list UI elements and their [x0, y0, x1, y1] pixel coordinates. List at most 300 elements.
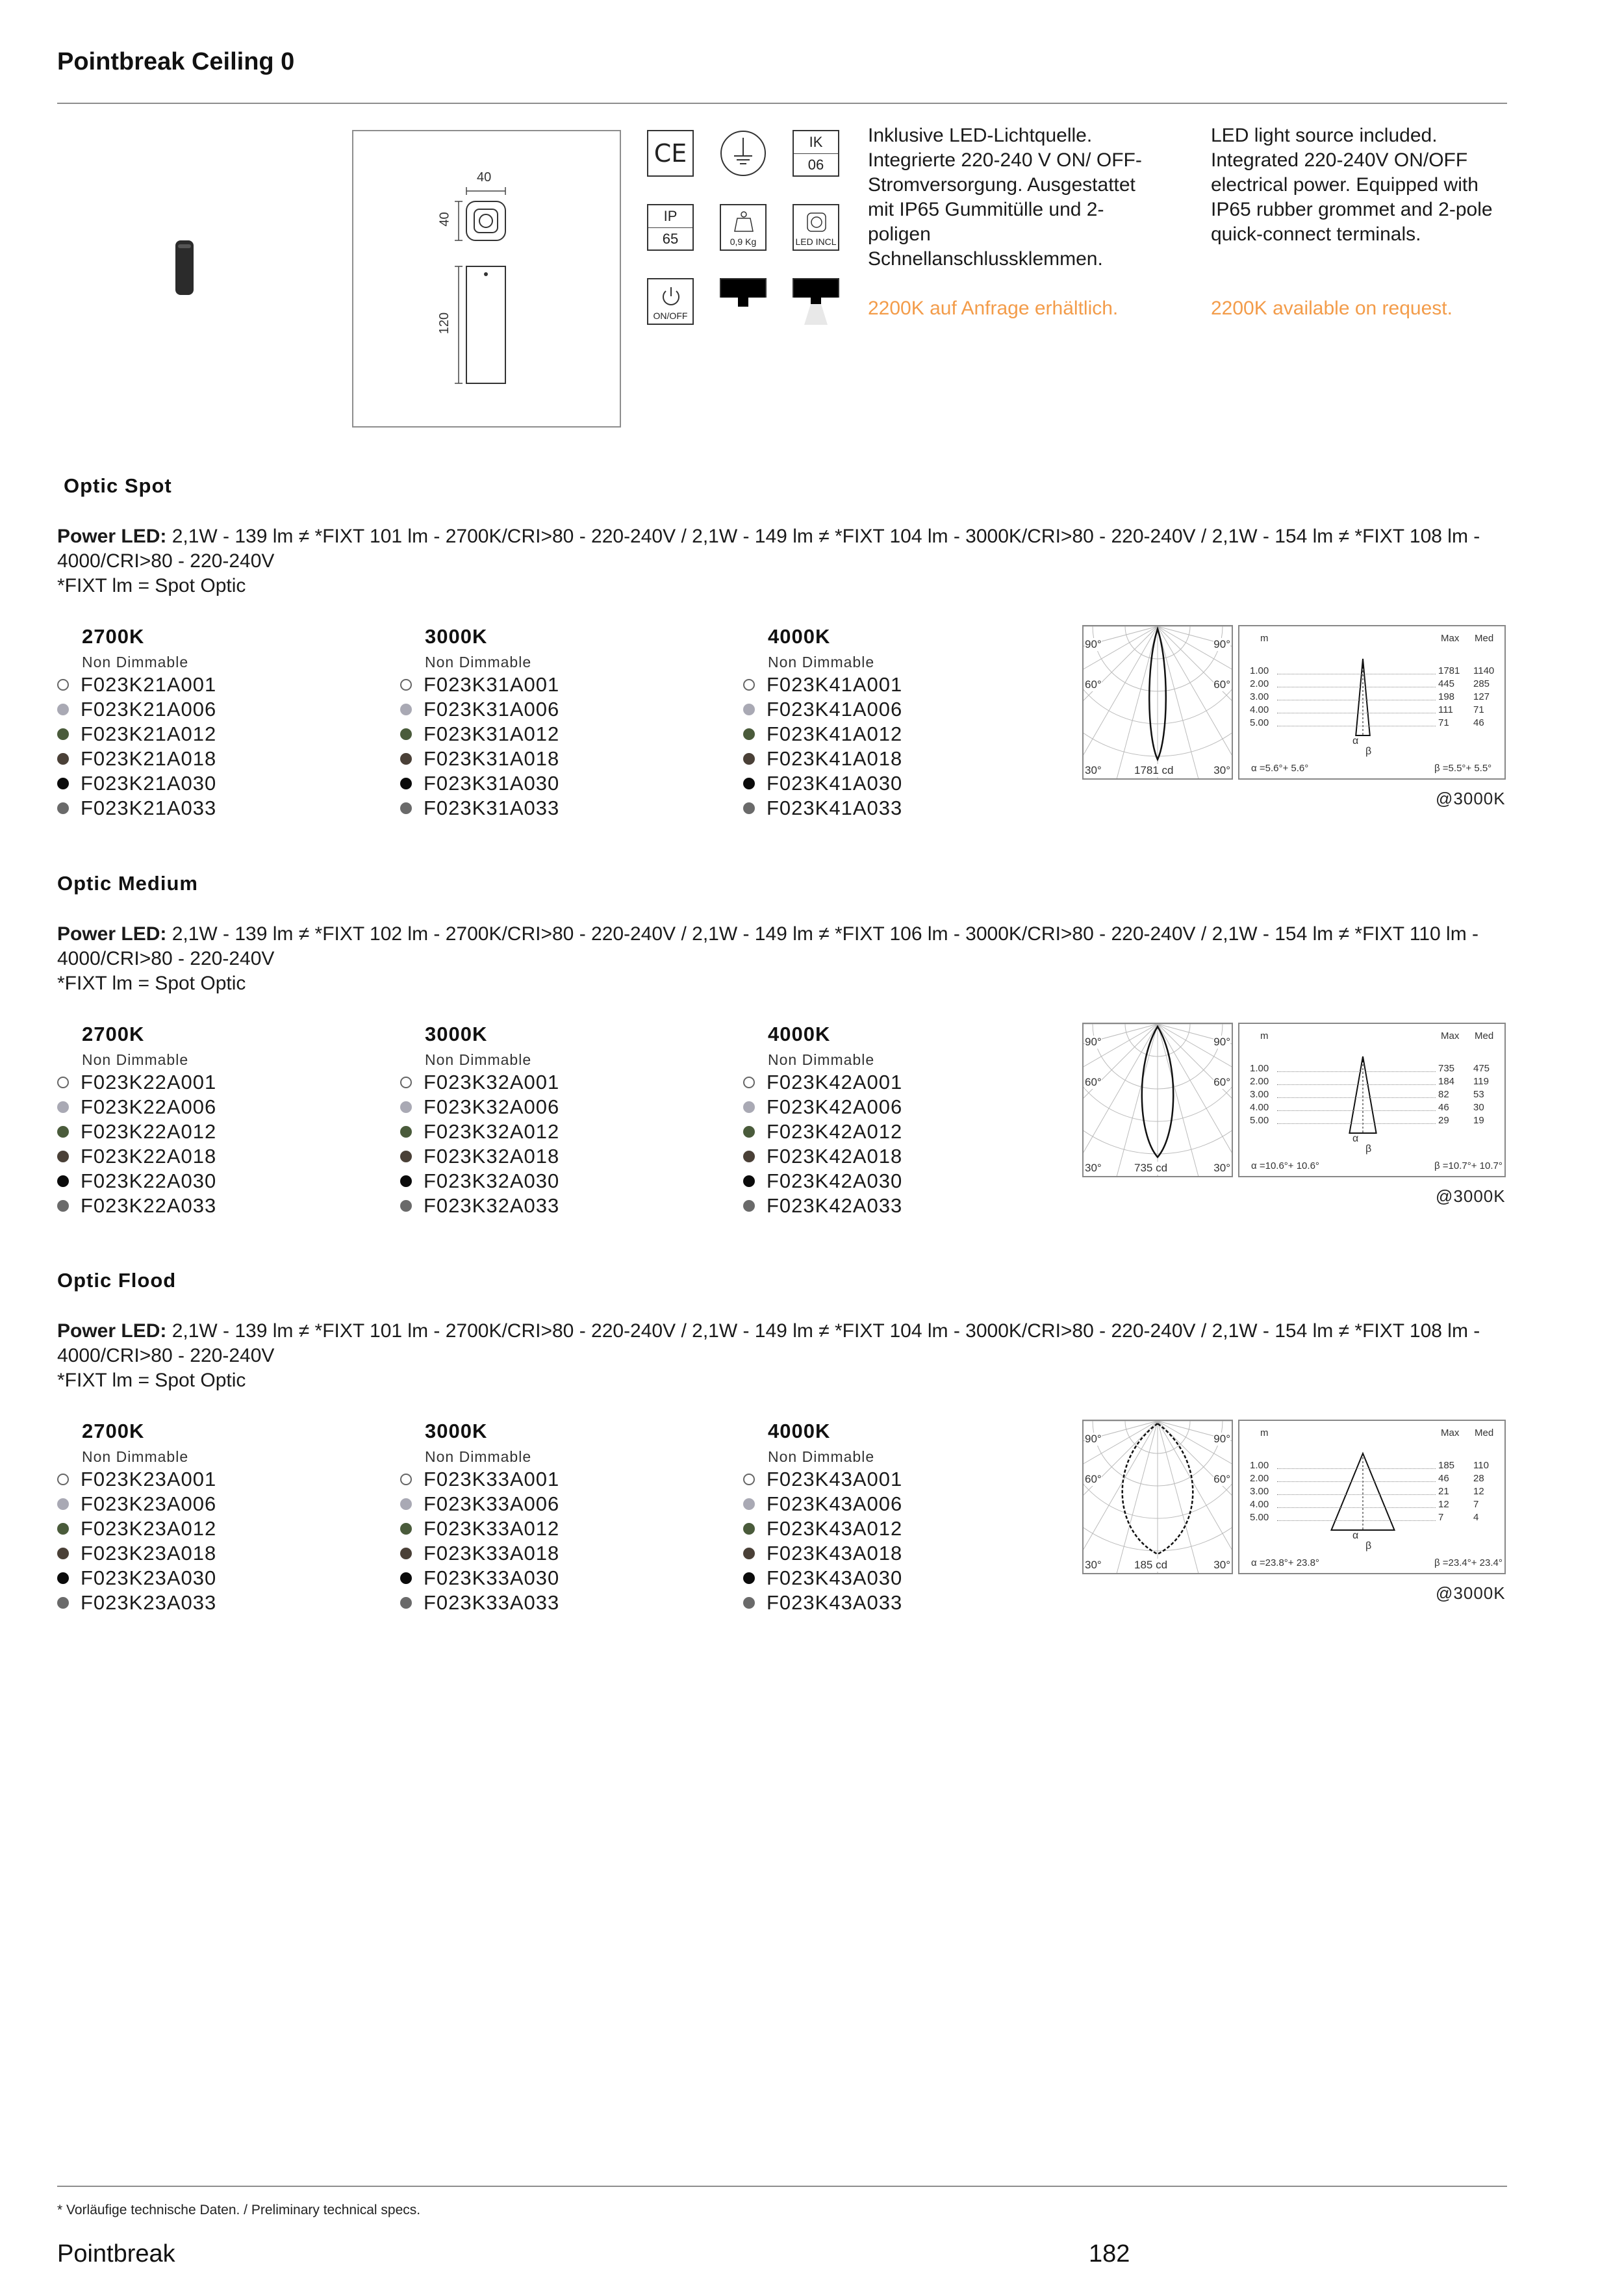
product-code: F023K33A012 — [424, 1517, 560, 1540]
angle-label: 30° — [1085, 1559, 1102, 1571]
product-code-row — [400, 722, 559, 746]
finish-swatch-icon — [400, 1200, 412, 1212]
finish-swatch-icon — [57, 778, 69, 789]
finish-swatch-icon — [400, 1151, 412, 1162]
product-code-row — [743, 1517, 902, 1540]
product-code: F023K32A006 — [424, 1095, 560, 1118]
product-code-row — [400, 1542, 559, 1565]
footer-divider — [57, 2186, 1507, 2187]
product-code-row — [400, 1517, 559, 1540]
page-number: 182 — [1089, 2240, 1130, 2268]
angle-label: 90° — [1213, 638, 1230, 650]
product-code: F023K42A012 — [767, 1120, 903, 1143]
finish-swatch-icon — [743, 1572, 755, 1584]
section-title: Optic Flood — [57, 1269, 177, 1292]
cone-distance: 1.00 — [1250, 1063, 1269, 1074]
finish-swatch-icon — [743, 1523, 755, 1535]
finish-swatch-icon — [743, 1175, 755, 1187]
column-heading: 4000K — [768, 1420, 831, 1442]
product-code-row — [400, 1566, 559, 1590]
cone-max-value: 185 — [1438, 1460, 1455, 1471]
power-onoff-icon: ON/OFF — [647, 278, 694, 325]
cone-med-value: 475 — [1473, 1063, 1490, 1074]
finish-swatch-icon — [57, 728, 69, 740]
cone-max-value: 184 — [1438, 1076, 1455, 1087]
cone-med-value: 285 — [1473, 678, 1490, 689]
product-code-row — [743, 1566, 902, 1590]
illuminance-cone-diagram — [1238, 1420, 1506, 1574]
technical-drawing — [352, 130, 621, 428]
product-code-row — [743, 1542, 902, 1565]
product-code-row — [57, 1120, 216, 1143]
cone-beta-text: β =23.4°+ 23.4° — [1434, 1557, 1503, 1568]
ce-mark-icon: CE — [647, 130, 694, 177]
product-code-row — [57, 1542, 216, 1565]
cone-max-value: 445 — [1438, 678, 1455, 689]
cone-beta-symbol: β — [1365, 1540, 1372, 1552]
header-divider — [57, 103, 1507, 104]
finish-swatch-icon — [57, 753, 69, 765]
cone-leader-line — [1277, 1110, 1436, 1111]
cone-max-value: 71 — [1438, 717, 1449, 728]
power-led-text: 2,1W - 139 lm ≠ *FIXT 101 lm - 2700K/CRI>80 - 220-240V / 2,1W - 149 lm ≠ *FIXT 104 lm - 3000K/CRI>80 - 220-240V / 2,1W - 154 lm ≠ *FIXT 108 lm - 4000/CRI>80 - 220-240V — [57, 526, 1480, 572]
polar-grid-ray — [1158, 626, 1201, 778]
product-code: F023K23A030 — [81, 1566, 217, 1589]
product-code: F023K33A033 — [424, 1591, 560, 1614]
product-code: F023K31A012 — [424, 722, 560, 745]
column-heading: 2700K — [82, 625, 145, 648]
cone-m-label: m — [1260, 633, 1269, 644]
product-code-row — [743, 1194, 902, 1218]
cone-med-value: 46 — [1473, 717, 1484, 728]
product-code-row — [743, 1468, 902, 1491]
cone-med-value: 19 — [1473, 1115, 1484, 1126]
column-subheading: Non Dimmable — [425, 1051, 532, 1068]
finish-swatch-icon — [400, 1572, 412, 1584]
angle-label: 60° — [1085, 1076, 1102, 1088]
product-code: F023K32A018 — [424, 1145, 560, 1168]
product-code-row — [57, 1095, 216, 1119]
angle-label: 30° — [1213, 1162, 1230, 1174]
product-code: F023K33A006 — [424, 1492, 560, 1515]
cone-leader-line — [1277, 1468, 1436, 1469]
column-subheading: Non Dimmable — [425, 1448, 532, 1465]
finish-swatch-icon — [743, 704, 755, 715]
finish-swatch-icon — [57, 1474, 69, 1485]
angle-label: 90° — [1085, 638, 1102, 650]
product-code: F023K43A006 — [767, 1492, 903, 1515]
finish-swatch-icon — [743, 778, 755, 789]
product-code: F023K31A006 — [424, 698, 560, 721]
cone-leader-line — [1277, 1481, 1436, 1482]
finish-swatch-icon — [743, 1548, 755, 1559]
section-title: Optic Spot — [64, 474, 172, 497]
product-code: F023K33A030 — [424, 1566, 560, 1589]
product-code-row — [743, 747, 902, 771]
footer-note: * Vorläufige technische Daten. / Preliminary technical specs. — [57, 2203, 421, 2217]
product-code: F023K33A001 — [424, 1468, 560, 1490]
polar-candela-diagram — [1082, 1023, 1233, 1177]
cone-med-label: Med — [1475, 1030, 1494, 1041]
product-code: F023K22A001 — [81, 1071, 217, 1093]
weight-icon: 0,9 Kg — [720, 204, 767, 251]
cone-med-value: 53 — [1473, 1089, 1484, 1100]
led-included-icon: LED INCL — [793, 204, 839, 251]
ik-rating-icon: IK 06 — [793, 130, 839, 177]
product-code-row — [743, 673, 902, 696]
product-code-row — [743, 1095, 902, 1119]
finish-swatch-icon — [400, 728, 412, 740]
finish-swatch-icon — [743, 1597, 755, 1609]
product-code-row — [57, 673, 216, 696]
product-code: F023K41A030 — [767, 772, 903, 795]
finish-swatch-icon — [400, 679, 412, 691]
finish-swatch-icon — [743, 728, 755, 740]
cone-m-label: m — [1260, 1427, 1269, 1438]
polar-grid-ray — [1114, 626, 1158, 778]
column-subheading: Non Dimmable — [768, 654, 875, 671]
finish-swatch-icon — [400, 1523, 412, 1535]
measurement-reference: @3000K — [1436, 1583, 1506, 1603]
product-code: F023K32A001 — [424, 1071, 560, 1093]
product-code-row — [57, 1591, 216, 1615]
power-led-text: 2,1W - 139 lm ≠ *FIXT 101 lm - 2700K/CRI>80 - 220-240V / 2,1W - 149 lm ≠ *FIXT 104 lm - 3000K/CRI>80 - 220-240V / 2,1W - 154 lm ≠ *FIXT 108 lm - 4000/CRI>80 - 220-240V — [57, 1320, 1480, 1366]
cone-leader-line — [1277, 1071, 1436, 1072]
product-code: F023K22A018 — [81, 1145, 217, 1168]
product-code: F023K22A006 — [81, 1095, 217, 1118]
power-led-spec — [57, 1319, 1525, 1393]
product-code: F023K31A030 — [424, 772, 560, 795]
product-code: F023K22A030 — [81, 1169, 217, 1192]
angle-label: 90° — [1213, 1433, 1230, 1445]
product-code-row — [743, 1145, 902, 1168]
cone-med-value: 4 — [1473, 1512, 1479, 1523]
column-subheading: Non Dimmable — [768, 1051, 875, 1068]
angle-label: 90° — [1085, 1036, 1102, 1048]
column-heading: 2700K — [82, 1023, 145, 1045]
dim-depth: 40 — [437, 212, 452, 227]
finish-swatch-icon — [57, 1151, 69, 1162]
measurement-reference: @3000K — [1436, 789, 1506, 808]
product-code-row — [400, 698, 559, 721]
column-subheading: Non Dimmable — [768, 1448, 875, 1465]
cone-med-value: 1140 — [1473, 665, 1495, 676]
finish-swatch-icon — [743, 802, 755, 814]
product-code: F023K43A012 — [767, 1517, 903, 1540]
column-heading: 3000K — [425, 1023, 488, 1045]
column-heading: 2700K — [82, 1420, 145, 1442]
power-led-note: *FIXT lm = Spot Optic — [57, 575, 246, 596]
description-de-note: 2200K auf Anfrage erhältlich. — [868, 298, 1119, 319]
dim-width: 40 — [477, 170, 492, 185]
product-code-row — [57, 1566, 216, 1590]
cone-max-value: 7 — [1438, 1512, 1444, 1523]
finish-swatch-icon — [743, 1077, 755, 1088]
cone-leader-line — [1277, 1494, 1436, 1495]
power-led-label: Power LED: — [57, 526, 167, 547]
description-en-note: 2200K available on request. — [1211, 298, 1453, 319]
product-code: F023K23A012 — [81, 1517, 217, 1540]
finish-swatch-icon — [743, 1498, 755, 1510]
product-code-row — [743, 1071, 902, 1094]
product-code-row — [743, 1169, 902, 1193]
cone-max-label: Max — [1441, 1030, 1460, 1041]
finish-swatch-icon — [743, 1101, 755, 1113]
angle-label: 90° — [1085, 1433, 1102, 1445]
cone-max-label: Max — [1441, 1427, 1460, 1438]
finish-swatch-icon — [57, 1077, 69, 1088]
cone-distance: 2.00 — [1250, 678, 1269, 689]
product-code: F023K32A012 — [424, 1120, 560, 1143]
illuminance-cone-diagram — [1238, 1023, 1506, 1177]
finish-swatch-icon — [743, 1126, 755, 1138]
finish-swatch-icon — [400, 1498, 412, 1510]
footer-brand: Pointbreak — [57, 2240, 175, 2268]
product-code-row — [57, 747, 216, 771]
cone-leader-line — [1277, 1084, 1436, 1085]
finish-swatch-icon — [743, 1151, 755, 1162]
cone-alpha-text: α =5.6°+ 5.6° — [1251, 763, 1309, 774]
column-heading: 3000K — [425, 1420, 488, 1442]
light-cone — [1356, 659, 1370, 735]
product-code: F023K21A033 — [81, 797, 217, 819]
finish-swatch-icon — [400, 1474, 412, 1485]
angle-label: 60° — [1213, 678, 1230, 691]
cone-med-value: 28 — [1473, 1473, 1484, 1484]
column-subheading: Non Dimmable — [82, 654, 189, 671]
candela-label: 735 cd — [1134, 1162, 1168, 1174]
angle-label: 30° — [1213, 1559, 1230, 1571]
cone-med-value: 127 — [1473, 691, 1490, 702]
ceiling-mount-icon — [720, 278, 767, 325]
product-code: F023K21A006 — [81, 698, 217, 721]
cone-distance: 1.00 — [1250, 1460, 1269, 1471]
product-code-row — [400, 797, 559, 820]
finish-swatch-icon — [400, 778, 412, 789]
product-code-row — [743, 797, 902, 820]
finish-swatch-icon — [400, 1597, 412, 1609]
cone-distance: 4.00 — [1250, 1102, 1269, 1113]
finish-swatch-icon — [57, 1126, 69, 1138]
cone-distance: 4.00 — [1250, 704, 1269, 715]
product-code: F023K43A030 — [767, 1566, 903, 1589]
column-subheading: Non Dimmable — [82, 1051, 189, 1068]
product-code: F023K32A030 — [424, 1169, 560, 1192]
cone-distance: 2.00 — [1250, 1076, 1269, 1087]
column-heading: 4000K — [768, 625, 831, 648]
light-beam-icon — [793, 278, 839, 325]
angle-label: 30° — [1085, 1162, 1102, 1174]
product-code-row — [743, 1591, 902, 1615]
product-code: F023K41A018 — [767, 747, 903, 770]
finish-swatch-icon — [400, 1077, 412, 1088]
cone-alpha-symbol: α — [1352, 735, 1359, 747]
angle-label: 30° — [1085, 764, 1102, 776]
product-code: F023K43A001 — [767, 1468, 903, 1490]
finish-swatch-icon — [57, 1498, 69, 1510]
angle-label: 90° — [1213, 1036, 1230, 1048]
product-code: F023K31A018 — [424, 747, 560, 770]
cone-max-value: 46 — [1438, 1473, 1449, 1484]
product-code: F023K23A001 — [81, 1468, 217, 1490]
cone-max-value: 198 — [1438, 691, 1455, 702]
finish-swatch-icon — [400, 1175, 412, 1187]
product-code-row — [57, 1517, 216, 1540]
product-code: F023K43A033 — [767, 1591, 903, 1614]
product-code-row — [57, 772, 216, 795]
product-thumbnail — [175, 240, 194, 295]
column-subheading: Non Dimmable — [82, 1448, 189, 1465]
earth-ground-icon — [720, 130, 767, 177]
cone-beta-text: β =10.7°+ 10.7° — [1434, 1160, 1503, 1171]
cone-distance: 1.00 — [1250, 665, 1269, 676]
product-code-row — [743, 698, 902, 721]
cone-distance: 5.00 — [1250, 1512, 1269, 1523]
description-de: Inklusive LED-Lichtquelle. Integrierte 220-240 V ON/ OFF-Stromversorgung. Ausgestattet mit IP65 Gummitülle und 2-poligen Schnellanschlussklemmen. — [868, 125, 1142, 270]
finish-swatch-icon — [57, 1572, 69, 1584]
candela-label: 1781 cd — [1134, 764, 1174, 776]
power-led-spec — [57, 524, 1525, 598]
light-cone — [1349, 1056, 1376, 1133]
column-heading: 3000K — [425, 625, 488, 648]
cone-max-value: 29 — [1438, 1115, 1449, 1126]
cone-leader-line — [1277, 1097, 1436, 1098]
cone-max-value: 111 — [1438, 704, 1453, 715]
cone-med-value: 110 — [1473, 1460, 1489, 1471]
product-code: F023K23A006 — [81, 1492, 217, 1515]
power-led-spec — [57, 922, 1525, 996]
candela-label: 185 cd — [1134, 1559, 1168, 1571]
polar-grid-ray — [1114, 1024, 1158, 1176]
product-code: F023K23A018 — [81, 1542, 217, 1565]
product-code: F023K43A018 — [767, 1542, 903, 1565]
product-code: F023K42A030 — [767, 1169, 903, 1192]
product-code-row — [57, 1145, 216, 1168]
cone-leader-line — [1277, 1507, 1436, 1508]
angle-label: 60° — [1085, 1473, 1102, 1485]
product-code: F023K21A012 — [81, 722, 217, 745]
finish-swatch-icon — [400, 1548, 412, 1559]
power-led-note: *FIXT lm = Spot Optic — [57, 1370, 246, 1391]
illuminance-cone-diagram — [1238, 625, 1506, 780]
power-led-text: 2,1W - 139 lm ≠ *FIXT 102 lm - 2700K/CRI>80 - 220-240V / 2,1W - 149 lm ≠ *FIXT 106 lm - 3000K/CRI>80 - 220-240V / 2,1W - 154 lm ≠ *FIXT 110 lm - 4000/CRI>80 - 220-240V — [57, 923, 1479, 969]
cone-max-value: 735 — [1438, 1063, 1455, 1074]
product-code: F023K22A012 — [81, 1120, 217, 1143]
product-code: F023K21A018 — [81, 747, 217, 770]
cone-distance: 3.00 — [1250, 1089, 1269, 1100]
product-code-row — [743, 1120, 902, 1143]
column-subheading: Non Dimmable — [425, 654, 532, 671]
product-code: F023K22A033 — [81, 1194, 217, 1217]
polar-candela-diagram — [1082, 625, 1233, 780]
cone-max-value: 46 — [1438, 1102, 1449, 1113]
product-code-row — [400, 772, 559, 795]
cone-med-value: 7 — [1473, 1499, 1479, 1510]
finish-swatch-icon — [743, 1200, 755, 1212]
finish-swatch-icon — [400, 753, 412, 765]
finish-swatch-icon — [743, 679, 755, 691]
section-title: Optic Medium — [57, 872, 198, 895]
finish-swatch-icon — [400, 802, 412, 814]
finish-swatch-icon — [57, 1175, 69, 1187]
cone-leader-line — [1277, 1520, 1436, 1521]
product-code: F023K23A033 — [81, 1591, 217, 1614]
cone-med-value: 119 — [1473, 1076, 1489, 1087]
product-code-row — [400, 1120, 559, 1143]
product-code-row — [743, 772, 902, 795]
angle-label: 60° — [1085, 678, 1102, 691]
dim-height: 120 — [437, 312, 452, 335]
power-led-note: *FIXT lm = Spot Optic — [57, 973, 246, 994]
cone-alpha-symbol: α — [1352, 1133, 1359, 1144]
cone-distance: 5.00 — [1250, 717, 1269, 728]
product-code-row — [400, 1095, 559, 1119]
product-code-row — [57, 797, 216, 820]
cone-alpha-symbol: α — [1352, 1530, 1359, 1541]
product-code: F023K42A001 — [767, 1071, 903, 1093]
product-code-row — [57, 1468, 216, 1491]
product-code: F023K42A018 — [767, 1145, 903, 1168]
cone-max-value: 21 — [1438, 1486, 1449, 1497]
finish-swatch-icon — [57, 704, 69, 715]
product-code-row — [57, 698, 216, 721]
cone-beta-symbol: β — [1365, 1143, 1372, 1155]
product-code: F023K41A012 — [767, 722, 903, 745]
product-code-row — [57, 1492, 216, 1516]
cone-med-value: 12 — [1473, 1486, 1484, 1497]
product-code-row — [57, 1194, 216, 1218]
product-code-row — [57, 1071, 216, 1094]
product-code: F023K33A018 — [424, 1542, 560, 1565]
product-code-row — [400, 1468, 559, 1491]
finish-swatch-icon — [743, 753, 755, 765]
product-code: F023K42A006 — [767, 1095, 903, 1118]
product-code: F023K32A033 — [424, 1194, 560, 1217]
product-code: F023K41A006 — [767, 698, 903, 721]
cone-distance: 3.00 — [1250, 691, 1269, 702]
cone-distance: 2.00 — [1250, 1473, 1269, 1484]
product-code-row — [400, 1071, 559, 1094]
product-code: F023K21A001 — [81, 673, 217, 696]
finish-swatch-icon — [57, 1523, 69, 1535]
power-led-label: Power LED: — [57, 923, 167, 945]
cone-max-label: Max — [1441, 633, 1460, 644]
angle-label: 60° — [1213, 1473, 1230, 1485]
product-code-row — [400, 1169, 559, 1193]
measurement-reference: @3000K — [1436, 1186, 1506, 1206]
product-code: F023K21A030 — [81, 772, 217, 795]
product-code-row — [743, 1492, 902, 1516]
product-code: F023K41A001 — [767, 673, 903, 696]
product-code: F023K41A033 — [767, 797, 903, 819]
cone-med-label: Med — [1475, 1427, 1494, 1438]
finish-swatch-icon — [57, 679, 69, 691]
polar-candela-diagram — [1082, 1420, 1233, 1574]
product-code-row — [400, 747, 559, 771]
column-heading: 4000K — [768, 1023, 831, 1045]
cone-med-value: 30 — [1473, 1102, 1484, 1113]
finish-swatch-icon — [57, 1101, 69, 1113]
product-code-row — [57, 722, 216, 746]
product-code: F023K31A001 — [424, 673, 560, 696]
product-code-row — [400, 673, 559, 696]
cone-max-value: 12 — [1438, 1499, 1449, 1510]
polar-grid-ray — [1158, 1024, 1201, 1176]
cone-alpha-text: α =10.6°+ 10.6° — [1251, 1160, 1319, 1171]
page-title: Pointbreak Ceiling 0 — [57, 48, 295, 75]
finish-swatch-icon — [400, 1126, 412, 1138]
power-led-label: Power LED: — [57, 1320, 167, 1342]
